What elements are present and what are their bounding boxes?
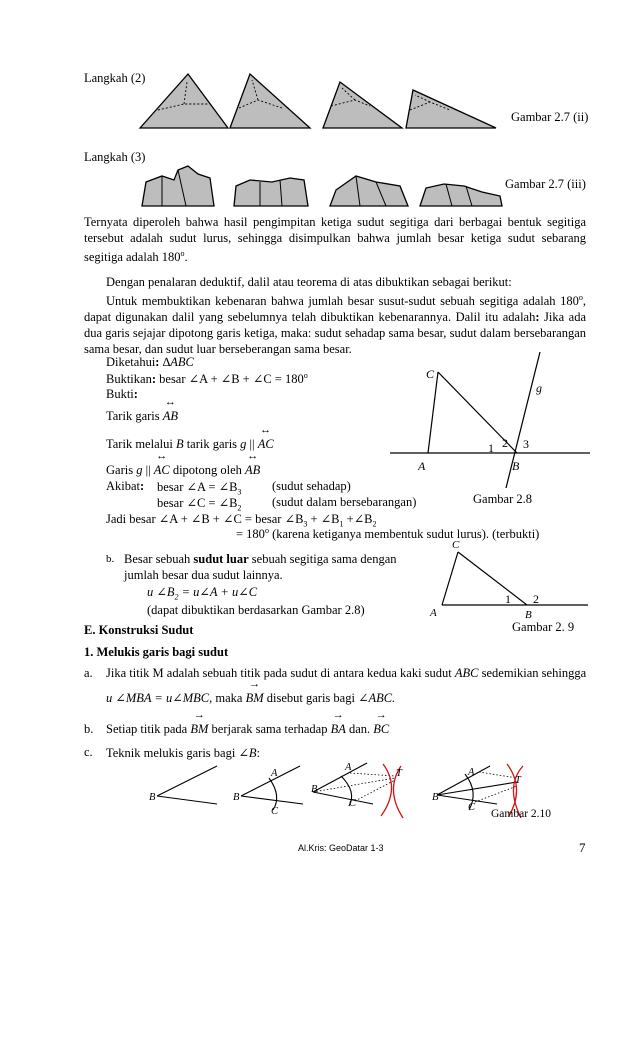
figure-2-9: [428, 536, 588, 620]
fig29-label-2: 2: [533, 592, 539, 606]
footer-source: Al.Kris: GeoDatar 1-3: [298, 843, 384, 853]
fig210-p3-label-a: A: [345, 762, 352, 773]
fig210-p4-label-a: A: [468, 767, 475, 778]
fig210-p3-label-b: B: [311, 784, 318, 795]
figure-2-8: [390, 340, 590, 490]
fig28-label-b: B: [512, 459, 520, 473]
fig210-p4-label-b: B: [432, 792, 439, 803]
proof-known: Diketahui: ∆ABC: [106, 355, 194, 369]
subsection-1-heading: 1. Melukis garis bagi sudut: [84, 645, 229, 659]
item-b-text-2: jumlah besar dua sudut lainnya.: [124, 568, 283, 582]
item-a-formula: u ∠MBA = u∠MBC, maka → BM disebut garis bagi ∠ABC.: [106, 678, 396, 705]
item-b2-marker: b.: [84, 722, 94, 736]
proof-conclusion: Jadi besar ∠A + ∠B + ∠C = besar $\angle B_3$ + $\angle B_1$ $+\angle B_2$: [106, 512, 377, 529]
figure-2-7-ii: [140, 70, 500, 132]
item-b-formula: u $\angle B_2$ = u∠A + u∠C: [147, 585, 258, 602]
figure-2-7-iii-caption: Gambar 2.7 (iii): [505, 177, 586, 191]
proof-result-1: besar ∠A = $\angle B_3$: [157, 480, 242, 497]
step-3-label: Langkah (3): [84, 150, 146, 164]
paragraph-theorem: Untuk membuktikan kebenaran bahwa jumlah besar susut-sudut sebuah segitiga adalah 180$^o$, dapat digunakan dalil yang sebelumnya telah dibuktikan kebenarannya. Dalil itu adalah: Jika ada dua garis sejajar dipotong garis ketiga, maka: sudut sehadap sama besar, sudut dalam bersebarangan sama besar, dan sudut luar berseberangan sama besar.: [84, 293, 587, 357]
fig210-p1-label-b: B: [149, 792, 156, 803]
proof-line-2: Tarik melalui B tarik garis g || ↔ AC: [106, 424, 274, 451]
proof-prove: Buktikan: besar ∠A + ∠B + ∠C = $180^o$: [106, 371, 308, 387]
proof-line-1: Tarik garis ↔ AB: [106, 396, 179, 423]
fig210-p3-label-t: T: [396, 768, 402, 779]
proof-result-1-note: (sudut sehadap): [272, 479, 351, 493]
fig28-label-3: 3: [523, 437, 529, 451]
figure-2-7-ii-caption: Gambar 2.7 (ii): [511, 110, 589, 124]
paragraph-conclusion: Ternyata diperoleh bahwa hasil pengimpitan ketiga sudut segitiga dari berbagai bentuk segitiga tersebut adalah sudut lurus, sehingga disimpulkan bahwa jumlah besar ketiga sudut sebarang segitiga adalah 180$^o$.: [84, 215, 586, 265]
item-b-marker: b.: [106, 553, 115, 565]
fig210-p2-label-a: A: [271, 768, 278, 779]
fig210-p4-label-t: T: [515, 775, 521, 786]
fig28-label-1: 1: [488, 441, 494, 455]
item-a-text: Jika titik M adalah sebuah titik pada sudut di antara kedua kaki sudut ABC sedemikian sehingga: [106, 666, 587, 680]
item-b-text-1: Besar sebuah sudut luar sebuah segitiga sama dengan: [124, 552, 397, 566]
figure-2-10-caption: Gambar 2.10: [491, 808, 552, 820]
page-number: 7: [579, 840, 586, 855]
fig29-label-a: A: [430, 607, 437, 619]
figure-2-9-caption: Gambar 2. 9: [512, 620, 575, 634]
paragraph-deductive: Dengan penalaran deduktif, dalil atau teorema di atas dibuktikan sebagai berikut:: [106, 275, 512, 289]
item-b-note: (dapat dibuktikan berdasarkan Gambar 2.8): [147, 603, 365, 617]
fig210-p4-label-c: C: [468, 802, 476, 813]
step-2-label: Langkah (2): [84, 71, 146, 85]
item-c-marker: c.: [84, 745, 93, 759]
fig210-p2-label-b: B: [233, 792, 240, 803]
fig210-p2-label-c: C: [271, 806, 279, 817]
figure-2-7-iii: [140, 164, 510, 210]
fig29-label-c: C: [452, 539, 460, 551]
proof-result-label: Akibat:: [106, 479, 145, 493]
fig28-label-g: g: [536, 381, 542, 395]
proof-proof-label: Bukti:: [106, 387, 138, 401]
figure-2-8-caption: Gambar 2.8: [473, 492, 533, 506]
proof-result-2-note: (sudut dalam bersebarangan): [272, 495, 417, 509]
fig28-label-2: 2: [502, 436, 508, 450]
fig28-label-c: C: [426, 367, 435, 381]
fig29-label-1: 1: [505, 592, 511, 606]
proof-conclusion-2: = $180^o$ (karena ketiganya membentuk sudut lurus). (terbukti): [236, 526, 540, 542]
item-b2-text: Setiap titik pada → BM berjarak sama terhadap → BA dan. → BC: [106, 709, 390, 736]
fig29-label-b: B: [525, 609, 532, 621]
item-c-text: Teknik melukis garis bagi ∠B:: [106, 746, 261, 760]
item-a-marker: a.: [84, 666, 93, 680]
proof-line-3: Garis g || ↔ AC dipotong oleh ↔ AB: [106, 450, 261, 477]
proof-result-2: besar ∠C = $\angle B_2$: [157, 496, 242, 513]
fig210-p3-label-c: C: [349, 798, 357, 809]
figure-2-10: [145, 758, 545, 828]
section-e-heading: E. Konstruksi Sudut: [84, 623, 194, 637]
fig28-label-a: A: [418, 459, 426, 473]
